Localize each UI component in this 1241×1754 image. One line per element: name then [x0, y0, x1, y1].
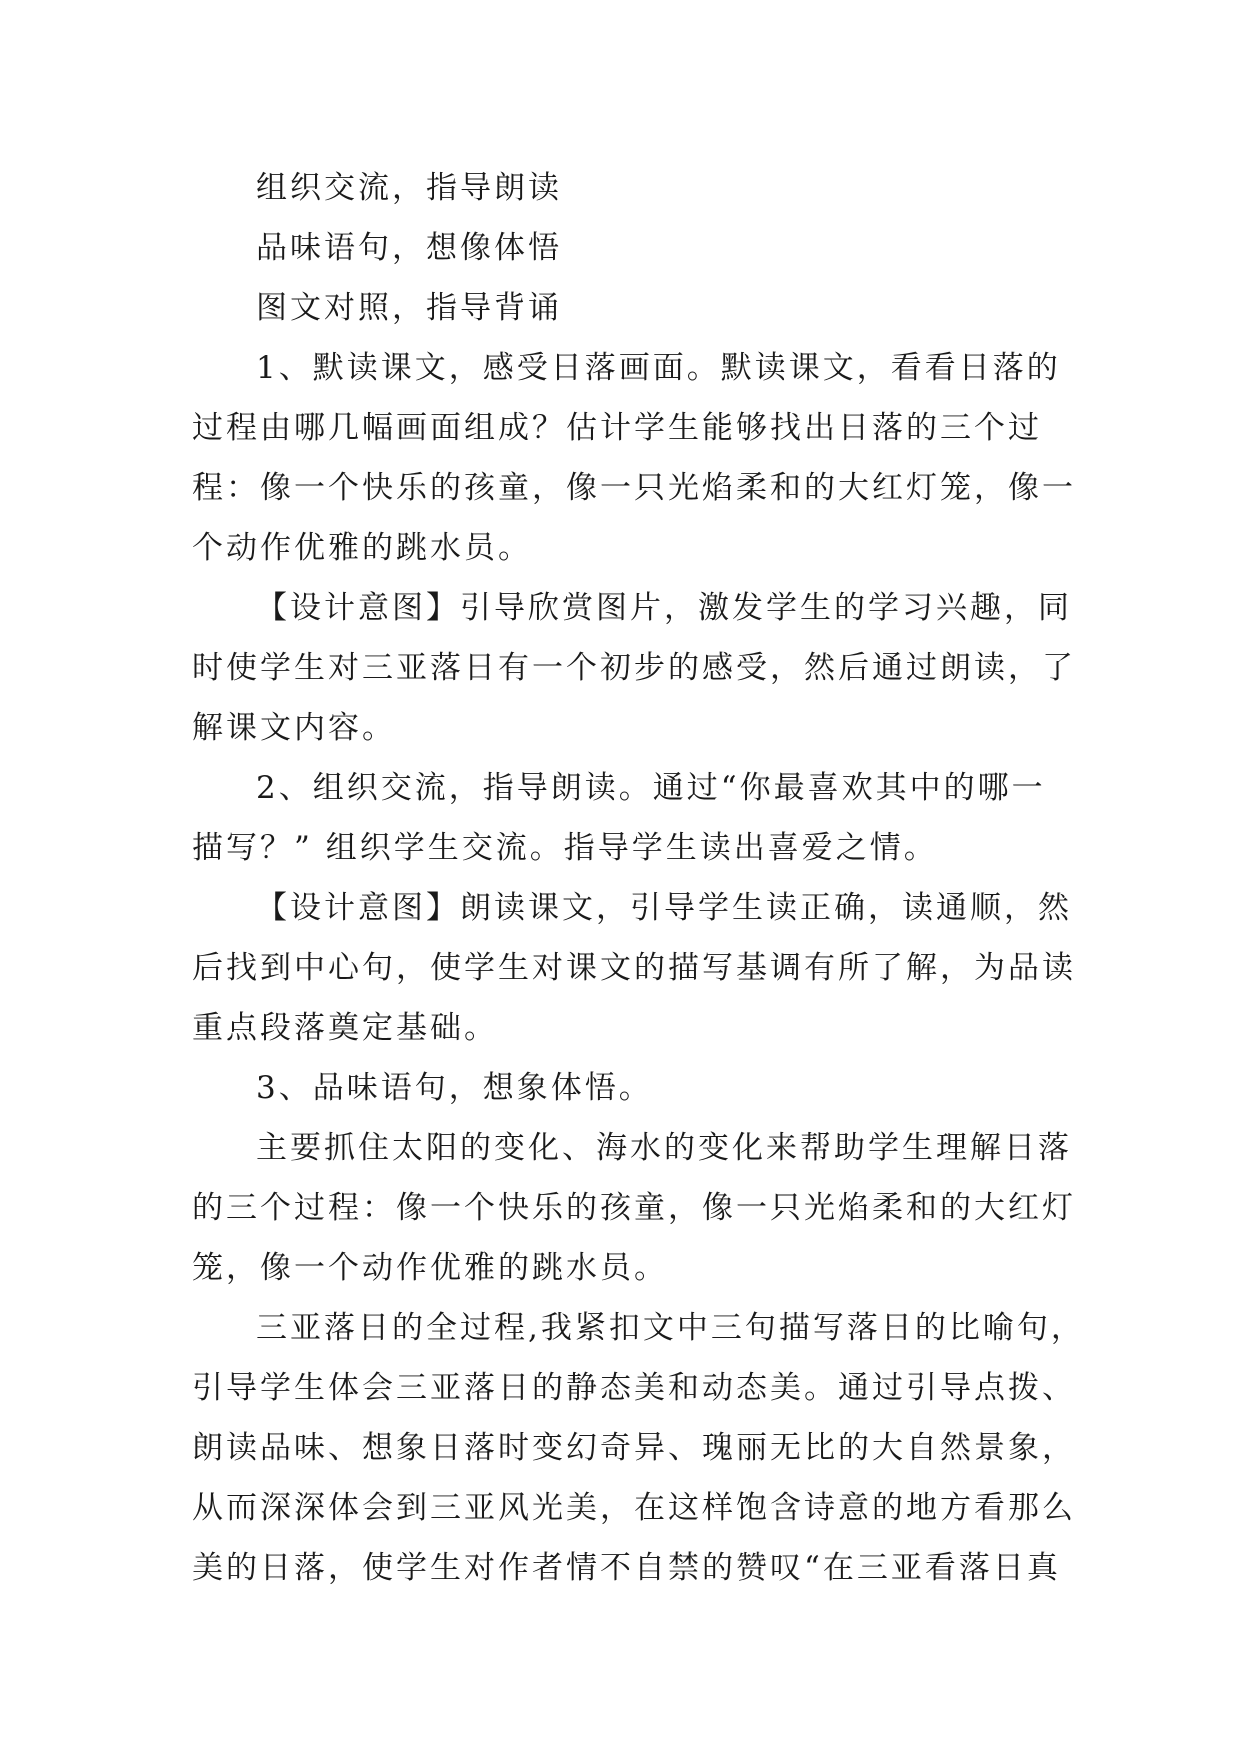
paragraph-line: 过程由哪几幅画面组成？估计学生能够找出日落的三个过: [192, 410, 1042, 446]
outline-item-2: 品味语句，想像体悟: [256, 230, 562, 266]
paragraph-line: 的三个过程：像一个快乐的孩童，像一只光焰柔和的大红灯: [192, 1190, 1076, 1226]
paragraph-line: 重点段落奠定基础。: [192, 1010, 498, 1046]
paragraph-line: 三亚落日的全过程,我紧扣文中三句描写落日的比喻句，: [256, 1310, 1085, 1346]
paragraph-line: 2、组织交流，指导朗读。通过“你最喜欢其中的哪一: [256, 770, 1046, 806]
paragraph-line: 后找到中心句，使学生对课文的描写基调有所了解，为品读: [192, 950, 1076, 986]
paragraph-line: 3、品味语句，想象体悟。: [256, 1070, 653, 1106]
paragraph-line: 主要抓住太阳的变化、海水的变化来帮助学生理解日落: [256, 1130, 1072, 1166]
document-body: [192, 158, 1085, 1598]
paragraph-line: 引导学生体会三亚落日的静态美和动态美。通过引导点拨、: [192, 1370, 1076, 1406]
paragraph-line: 描写？” 组织学生交流。指导学生读出喜爱之情。: [192, 830, 938, 866]
paragraph-line: 个动作优雅的跳水员。: [192, 530, 532, 566]
outline-item-3: 图文对照，指导背诵: [256, 290, 562, 326]
paragraph-line: 笼，像一个动作优雅的跳水员。: [192, 1250, 668, 1286]
paragraph-line: 【设计意图】引导欣赏图片，激发学生的学习兴趣，同: [256, 590, 1072, 626]
paragraph-line: 解课文内容。: [192, 710, 396, 746]
paragraph-line: 1、默读课文，感受日落画面。默读课文，看看日落的: [256, 350, 1061, 386]
paragraph-line: 从而深深体会到三亚风光美，在这样饱含诗意的地方看那么: [192, 1490, 1076, 1526]
paragraph-line: 时使学生对三亚落日有一个初步的感受，然后通过朗读，了: [192, 650, 1076, 686]
paragraph-line: 【设计意图】朗读课文，引导学生读正确，读通顺，然: [256, 890, 1072, 926]
paragraph-line: 朗读品味、想象日落时变幻奇异、瑰丽无比的大自然景象，: [192, 1430, 1076, 1466]
outline-item-1: 组织交流，指导朗读: [256, 170, 562, 206]
paragraph-line: 美的日落，使学生对作者情不自禁的赞叹“在三亚看落日真: [192, 1550, 1061, 1586]
paragraph-line: 程：像一个快乐的孩童，像一只光焰柔和的大红灯笼，像一: [192, 470, 1076, 506]
